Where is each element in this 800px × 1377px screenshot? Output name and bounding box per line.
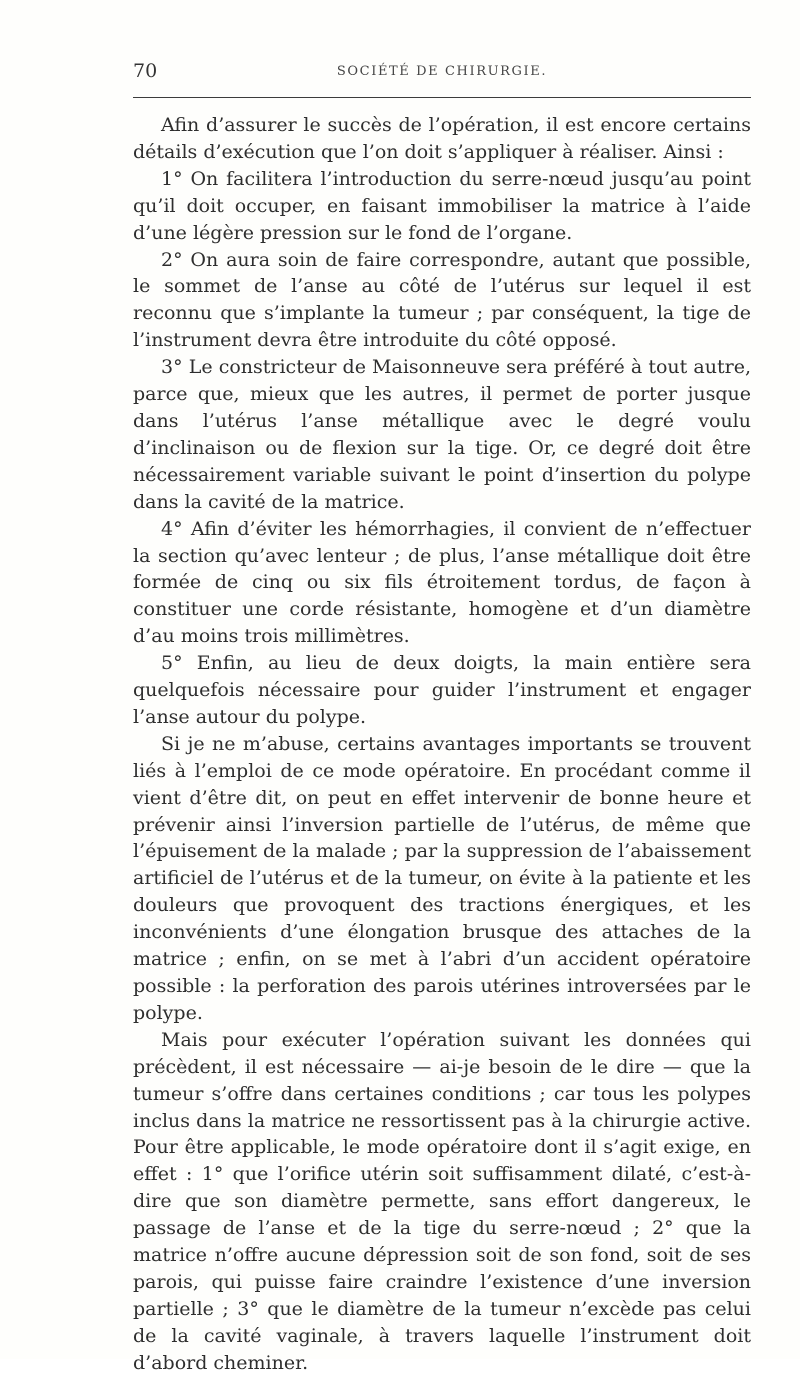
paragraph-advantages: Si je ne m’abuse, certains avantages importants se trouvent liés à l’emploi de ce mode opératoire. En procédant comme il vient d’être dit, on peut en effet intervenir de bonne heure et prévenir ainsi l’inversion partielle de l’utérus, de même que l’épuisement de la malade ; par la suppression de l’abaissement artificiel de l’utérus et de la tumeur, on évite à la patiente et les douleurs que provoquent des tractions énergiques, et les inconvénients d’une élongation brusque des attaches de la matrice ; enfin, on se met à l’abri d’un accident opératoire possible : la perforation des parois utérines introversées par le polype.	[133, 732, 751, 1024]
paragraph-point-3: 3° Le constricteur de Maisonneuve sera préféré à tout autre, parce que, mieux que les autres, il permet de porter jusque dans l’utérus l’anse métallique avec le degré voulu d’inclinaison ou de flexion sur la tige. Or, ce degré doit être nécessairement variable suivant le point d’insertion du polype dans la cavité de la matrice.	[133, 356, 751, 513]
body-text	[133, 112, 751, 1377]
paragraph-point-2: 2° On aura soin de faire correspondre, autant que possible, le sommet de l’anse au côté de l’utérus sur lequel il est reconnu que s’implante la tumeur ; par conséquent, la tige de l’instrument devra être introduite du côté opposé.	[133, 248, 751, 352]
paragraph-point-5: 5° Enfin, au lieu de deux doigts, la main entière sera quelquefois nécessaire pour guider l’instrument et engager l’anse autour du polype.	[133, 652, 751, 728]
page-number: 70	[133, 60, 158, 82]
running-title: SOCIÉTÉ DE CHIRURGIE.	[336, 64, 548, 79]
header-rule	[133, 97, 751, 98]
running-head	[133, 60, 751, 88]
paragraph-point-4: 4° Afin d’éviter les hémorrhagies, il convient de n’effectuer la section qu’avec lenteur ; de plus, l’anse métallique doit être formée de cinq ou six fils étroitement tordus, de façon à constituer une corde résistante, homogène et d’un diamètre d’au moins trois millimètres.	[133, 517, 751, 648]
paragraph-conditions: Mais pour exécuter l’opération suivant les données qui précèdent, il est nécessaire — ai-je besoin de le dire — que la tumeur s’offre dans certaines conditions ; car tous les polypes inclus dans la matrice ne ressortissent pas à la chirurgie active. Pour être applicable, le mode opératoire dont il s’agit exige, en effet : 1° que l’orifice utérin soit suffisamment dilaté, c’est-à-dire que son diamètre permette, sans effort dangereux, le passage de l’anse et de la tige du serre-nœud ; 2° que la matrice n’offre aucune dépression soit de son fond, soit de ses parois, qui puisse faire craindre l’existence d’une inversion partielle ; 3° que le diamètre de la tumeur n’excède pas celui de la cavité vaginale, à travers laquelle l’instrument doit d’abord cheminer.	[133, 1028, 751, 1374]
paragraph-point-1: 1° On facilitera l’introduction du serre-nœud jusqu’au point qu’il doit occuper, en faisant immobiliser la matrice à l’aide d’une légère pression sur le fond de l’organe.	[133, 167, 751, 244]
paragraph-intro: Afin d’assurer le succès de l’opération, il est encore certains détails d’exécution que l’on doit s’appliquer à réaliser. Ainsi :	[133, 114, 751, 163]
